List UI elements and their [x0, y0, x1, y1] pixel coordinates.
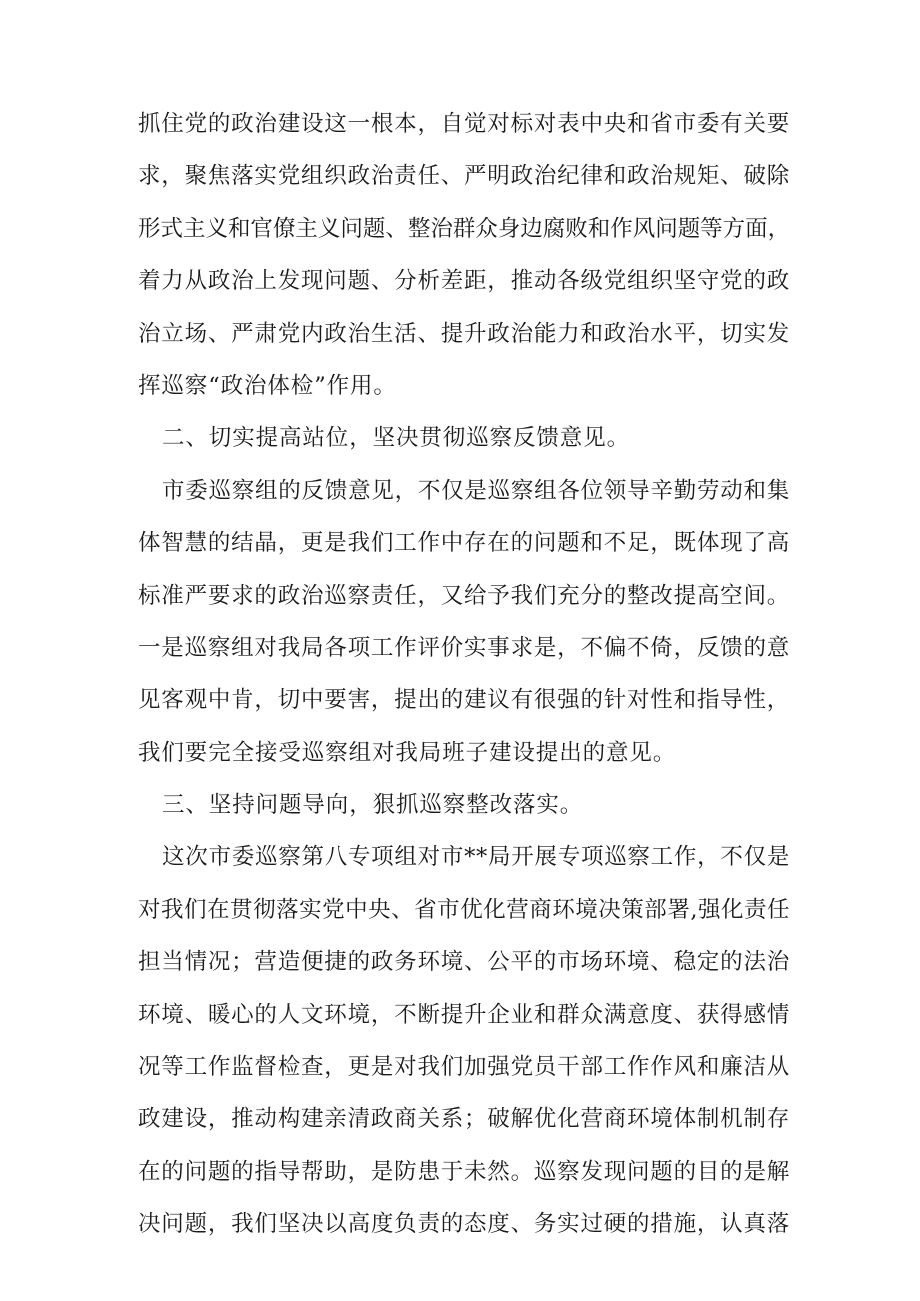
section-heading: 三、坚持问题导向，狠抓巡察整改落实。: [162, 792, 584, 819]
text-line: 体智慧的结晶，更是我们工作中存在的问题和不足，既体现了高: [138, 530, 790, 557]
text-line: 治立场、严肃党内政治生活、提升政治能力和政治水平，切实发: [138, 320, 790, 347]
text-line: 决问题，我们坚决以高度负责的态度、务实过硬的措施，认真落: [138, 1211, 790, 1238]
text-line: 况等工作监督检查，更是对我们加强党员干部工作作风和廉洁从: [138, 1054, 790, 1081]
text-line: 求，聚焦落实党组织政治责任、严明政治纪律和政治规矩、破除: [138, 163, 790, 190]
document-body: [138, 98, 790, 1251]
text-line: 挥巡察“政治体检”作用。: [138, 372, 397, 399]
section-heading: 二、切实提高站位，坚决贯彻巡察反馈意见。: [162, 425, 631, 452]
text-line: 抓住党的政治建设这一根本，自觉对标对表中央和省市委有关要: [138, 111, 790, 137]
text-line: 对我们在贯彻落实党中央、省市优化营商环境决策部署,强化责任: [138, 896, 790, 923]
text-line: 一是巡察组对我局各项工作评价实事求是，不偏不倚，反馈的意: [138, 634, 790, 661]
text-line: 着力从政治上发现问题、分析差距，推动各级党组织坚守党的政: [138, 268, 790, 295]
text-line: 政建设，推动构建亲清政商关系；破解优化营商环境体制机制存: [138, 1106, 790, 1133]
text-line: 这次市委巡察第八专项组对市**局开展专项巡察工作，不仅是: [162, 844, 790, 871]
text-line: 见客观中肯，切中要害，提出的建议有很强的针对性和指导性，: [138, 687, 790, 714]
text-line: 我们要完全接受巡察组对我局班子建设提出的意见。: [138, 739, 677, 766]
text-line: 市委巡察组的反馈意见，不仅是巡察组各位领导辛勤劳动和集: [162, 477, 790, 504]
text-line: 标准严要求的政治巡察责任，又给予我们充分的整改提高空间。: [138, 582, 790, 609]
text-line: 形式主义和官僚主义问题、整治群众身边腐败和作风问题等方面，: [138, 215, 790, 242]
text-line: 环境、暖心的人文环境，不断提升企业和群众满意度、获得感情: [138, 1001, 790, 1028]
text-line: 担当情况；营造便捷的政务环境、公平的市场环境、稳定的法治: [138, 949, 790, 976]
text-line: 在的问题的指导帮助，是防患于未然。巡察发现问题的目的是解: [138, 1158, 790, 1185]
